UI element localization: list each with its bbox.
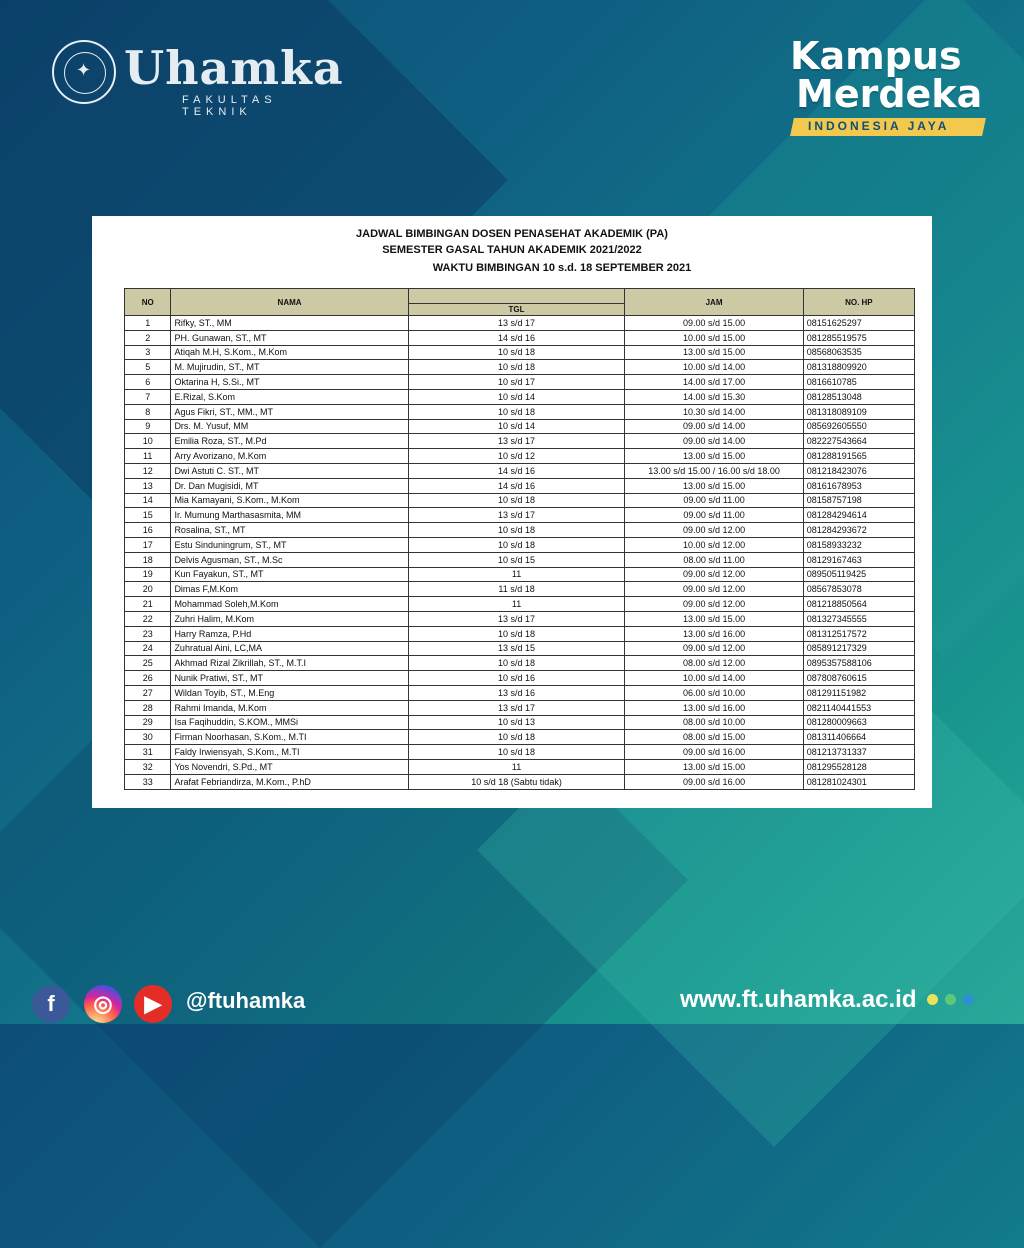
cell-nama: Zuhratual Aini, LC,MA: [171, 641, 408, 656]
cell-jam: 08.00 s/d 11.00: [625, 552, 803, 567]
table-row: [125, 685, 915, 700]
cell-hp: 081318089109: [803, 404, 914, 419]
table-row: [125, 597, 915, 612]
km-line1: Kampus: [790, 34, 962, 78]
cell-tgl: 13 s/d 15: [408, 641, 625, 656]
cell-tgl: 14 s/d 16: [408, 463, 625, 478]
cell-nama: Atiqah M.H, S.Kom., M.Kom: [171, 345, 408, 360]
table-row: [125, 389, 915, 404]
table-row: [125, 523, 915, 538]
cell-jam: 09.00 s/d 12.00: [625, 597, 803, 612]
cell-jam: 09.00 s/d 15.00: [625, 316, 803, 331]
cell-hp: 081295528128: [803, 759, 914, 774]
cell-jam: 09.00 s/d 12.00: [625, 567, 803, 582]
cell-no: 30: [125, 730, 171, 745]
header-tgl-top: [408, 289, 625, 304]
doc-title: JADWAL BIMBINGAN DOSEN PENASEHAT AKADEMIK (PA): [356, 228, 668, 240]
cell-hp: 089505119425: [803, 567, 914, 582]
cell-jam: 09.00 s/d 14.00: [625, 434, 803, 449]
cell-jam: 09.00 s/d 16.00: [625, 774, 803, 789]
cell-jam: 08.00 s/d 12.00: [625, 656, 803, 671]
cell-no: 26: [125, 671, 171, 686]
cell-no: 32: [125, 759, 171, 774]
cell-hp: 08567853078: [803, 582, 914, 597]
cell-hp: 082227543664: [803, 434, 914, 449]
cell-jam: 10.00 s/d 14.00: [625, 671, 803, 686]
table-row: [125, 700, 915, 715]
cell-nama: Mia Kamayani, S.Kom., M.Kom: [171, 493, 408, 508]
cell-hp: 08161678953: [803, 478, 914, 493]
cell-tgl: 10 s/d 18: [408, 656, 625, 671]
cell-hp: 081327345555: [803, 611, 914, 626]
cell-no: 9: [125, 419, 171, 434]
cell-no: 5: [125, 360, 171, 375]
table-row: [125, 493, 915, 508]
uhamka-logo: [52, 40, 352, 118]
cell-nama: E.Rizal, S.Kom: [171, 389, 408, 404]
cell-hp: 081284293672: [803, 523, 914, 538]
cell-nama: Rosalina, ST., MT: [171, 523, 408, 538]
brand-subtitle: FAKULTAS TEKNIK: [182, 94, 277, 118]
cell-jam: 09.00 s/d 16.00: [625, 745, 803, 760]
cell-hp: 0821140441553: [803, 700, 914, 715]
cell-no: 19: [125, 567, 171, 582]
km-ribbon-text: INDONESIA JAYA: [808, 119, 950, 133]
doc-period: WAKTU BIMBINGAN 10 s.d. 18 SEPTEMBER 2021: [432, 262, 692, 274]
cell-hp: 08128513048: [803, 389, 914, 404]
cell-no: 15: [125, 508, 171, 523]
header-jam: JAM: [625, 289, 803, 316]
cell-tgl: 10 s/d 15: [408, 552, 625, 567]
header-no: NO: [125, 289, 171, 316]
cell-no: 33: [125, 774, 171, 789]
table-row: [125, 582, 915, 597]
cell-nama: Estu Sinduningrum, ST., MT: [171, 537, 408, 552]
table-row: [125, 463, 915, 478]
table-row: [125, 611, 915, 626]
cell-jam: 13.00 s/d 15.00: [625, 759, 803, 774]
table-row: [125, 567, 915, 582]
cell-no: 6: [125, 375, 171, 390]
doc-subtitle: SEMESTER GASAL TAHUN AKADEMIK 2021/2022: [382, 244, 642, 256]
cell-tgl: 10 s/d 18: [408, 626, 625, 641]
cell-nama: M. Mujirudin, ST., MT: [171, 360, 408, 375]
header-hp: NO. HP: [803, 289, 914, 316]
cell-hp: 081285519575: [803, 330, 914, 345]
cell-hp: 081218423076: [803, 463, 914, 478]
table-row: [125, 345, 915, 360]
cell-tgl: 10 s/d 16: [408, 671, 625, 686]
cell-hp: 08158757198: [803, 493, 914, 508]
table-row: [125, 537, 915, 552]
cell-jam: 09.00 s/d 14.00: [625, 419, 803, 434]
header-tgl: TGL: [408, 304, 625, 316]
table-row: [125, 730, 915, 745]
cell-tgl: 10 s/d 12: [408, 449, 625, 464]
cell-hp: 081213731337: [803, 745, 914, 760]
cell-no: 18: [125, 552, 171, 567]
cell-tgl: 13 s/d 16: [408, 685, 625, 700]
cell-jam: 09.00 s/d 12.00: [625, 582, 803, 597]
table-row: [125, 641, 915, 656]
decor-dot-green: [945, 994, 956, 1005]
cell-no: 7: [125, 389, 171, 404]
cell-no: 8: [125, 404, 171, 419]
cell-jam: 13.00 s/d 15.00 / 16.00 s/d 18.00: [625, 463, 803, 478]
cell-jam: 09.00 s/d 12.00: [625, 641, 803, 656]
cell-tgl: 13 s/d 17: [408, 611, 625, 626]
brand-name: Uhamka: [124, 41, 344, 95]
cell-no: 31: [125, 745, 171, 760]
cell-hp: 081291151982: [803, 685, 914, 700]
table-row: [125, 375, 915, 390]
cell-nama: Faldy Irwiensyah, S.Kom., M.TI: [171, 745, 408, 760]
table-row: [125, 434, 915, 449]
table-row: [125, 360, 915, 375]
social-handle[interactable]: @ftuhamka: [186, 988, 306, 1013]
cell-no: 3: [125, 345, 171, 360]
cell-hp: 0816610785: [803, 375, 914, 390]
cell-jam: 09.00 s/d 12.00: [625, 523, 803, 538]
cell-tgl: 13 s/d 17: [408, 508, 625, 523]
cell-hp: 0895357588106: [803, 656, 914, 671]
cell-nama: Dwi Astuti C. ST., MT: [171, 463, 408, 478]
cell-nama: Nunik Pratiwi, ST., MT: [171, 671, 408, 686]
cell-hp: 08158933232: [803, 537, 914, 552]
cell-nama: Yos Novendri, S.Pd., MT: [171, 759, 408, 774]
decor-dot-yellow: [927, 994, 938, 1005]
cell-jam: 10.30 s/d 14.00: [625, 404, 803, 419]
cell-tgl: 10 s/d 18: [408, 537, 625, 552]
cell-tgl: 10 s/d 18 (Sabtu tidak): [408, 774, 625, 789]
cell-tgl: 11 s/d 18: [408, 582, 625, 597]
table-row: [125, 449, 915, 464]
table-row: [125, 478, 915, 493]
cell-nama: Ir. Mumung Marthasasmita, MM: [171, 508, 408, 523]
cell-jam: 13.00 s/d 15.00: [625, 478, 803, 493]
cell-jam: 10.00 s/d 14.00: [625, 360, 803, 375]
cell-nama: Firman Noorhasan, S.Kom., M.TI: [171, 730, 408, 745]
table-body: [125, 316, 915, 790]
cell-hp: 081318809920: [803, 360, 914, 375]
instagram-icon[interactable]: ◎: [84, 985, 122, 1023]
cell-tgl: 10 s/d 18: [408, 360, 625, 375]
cell-jam: 14.00 s/d 17.00: [625, 375, 803, 390]
schedule-table: [124, 288, 915, 790]
cell-nama: Emilia Roza, ST., M.Pd: [171, 434, 408, 449]
cell-nama: Kun Fayakun, ST., MT: [171, 567, 408, 582]
cell-tgl: 10 s/d 13: [408, 715, 625, 730]
table-row: [125, 715, 915, 730]
cell-jam: 13.00 s/d 15.00: [625, 345, 803, 360]
cell-jam: 13.00 s/d 16.00: [625, 626, 803, 641]
cell-no: 23: [125, 626, 171, 641]
km-line2: Merdeka: [796, 72, 983, 116]
cell-tgl: 10 s/d 18: [408, 730, 625, 745]
table-row: [125, 759, 915, 774]
cell-nama: PH. Gunawan, ST., MT: [171, 330, 408, 345]
cell-tgl: 10 s/d 18: [408, 404, 625, 419]
cell-hp: 081311406664: [803, 730, 914, 745]
cell-hp: 085692605550: [803, 419, 914, 434]
cell-jam: 13.00 s/d 16.00: [625, 700, 803, 715]
cell-no: 28: [125, 700, 171, 715]
cell-tgl: 11: [408, 759, 625, 774]
cell-tgl: 10 s/d 18: [408, 523, 625, 538]
cell-no: 13: [125, 478, 171, 493]
cell-jam: 10.00 s/d 15.00: [625, 330, 803, 345]
cell-hp: 087808760615: [803, 671, 914, 686]
cell-hp: 081312517572: [803, 626, 914, 641]
cell-nama: Arry Avorizano, M.Kom: [171, 449, 408, 464]
cell-tgl: 10 s/d 18: [408, 345, 625, 360]
cell-tgl: 11: [408, 597, 625, 612]
cell-no: 17: [125, 537, 171, 552]
table-row: [125, 508, 915, 523]
cell-no: 21: [125, 597, 171, 612]
cell-hp: 081280009663: [803, 715, 914, 730]
cell-nama: Agus Fikri, ST., MM., MT: [171, 404, 408, 419]
cell-no: 14: [125, 493, 171, 508]
cell-nama: Arafat Febriandirza, M.Kom., P.hD: [171, 774, 408, 789]
cell-jam: 08.00 s/d 15.00: [625, 730, 803, 745]
cell-hp: 081288191565: [803, 449, 914, 464]
website-link[interactable]: www.ft.uhamka.ac.id: [680, 986, 917, 1013]
cell-jam: 08.00 s/d 10.00: [625, 715, 803, 730]
cell-no: 20: [125, 582, 171, 597]
cell-tgl: 14 s/d 16: [408, 478, 625, 493]
cell-no: 2: [125, 330, 171, 345]
cell-tgl: 10 s/d 18: [408, 493, 625, 508]
facebook-icon[interactable]: f: [32, 985, 70, 1023]
cell-tgl: 10 s/d 18: [408, 745, 625, 760]
cell-hp: 08129167463: [803, 552, 914, 567]
cell-jam: 10.00 s/d 12.00: [625, 537, 803, 552]
cell-jam: 13.00 s/d 15.00: [625, 611, 803, 626]
cell-hp: 081284294614: [803, 508, 914, 523]
cell-nama: Rahmi Imanda, M.Kom: [171, 700, 408, 715]
cell-tgl: 13 s/d 17: [408, 316, 625, 331]
cell-nama: Akhmad Rizal Zikrillah, ST., M.T.I: [171, 656, 408, 671]
footer: [0, 968, 1024, 1024]
cell-nama: Rifky, ST., MM: [171, 316, 408, 331]
table-row: [125, 745, 915, 760]
cell-no: 16: [125, 523, 171, 538]
table-row: [125, 671, 915, 686]
cell-hp: 085891217329: [803, 641, 914, 656]
cell-nama: Dr. Dan Mugisidi, MT: [171, 478, 408, 493]
cell-jam: 14.00 s/d 15.30: [625, 389, 803, 404]
cell-jam: 09.00 s/d 11.00: [625, 508, 803, 523]
cell-no: 29: [125, 715, 171, 730]
cell-nama: Mohammad Soleh,M.Kom: [171, 597, 408, 612]
cell-hp: 081281024301: [803, 774, 914, 789]
cell-nama: Isa Faqihuddin, S.KOM., MMSi: [171, 715, 408, 730]
cell-no: 11: [125, 449, 171, 464]
cell-no: 22: [125, 611, 171, 626]
cell-no: 10: [125, 434, 171, 449]
table-row: [125, 404, 915, 419]
table-row: [125, 656, 915, 671]
cell-nama: Zuhri Halim, M.Kom: [171, 611, 408, 626]
cell-no: 24: [125, 641, 171, 656]
cell-nama: Harry Ramza, P.Hd: [171, 626, 408, 641]
cell-no: 27: [125, 685, 171, 700]
cell-jam: 09.00 s/d 11.00: [625, 493, 803, 508]
cell-tgl: 11: [408, 567, 625, 582]
cell-tgl: 13 s/d 17: [408, 434, 625, 449]
cell-tgl: 10 s/d 14: [408, 389, 625, 404]
cell-jam: 13.00 s/d 15.00: [625, 449, 803, 464]
kampus-merdeka-logo: [790, 36, 990, 146]
table-row: [125, 552, 915, 567]
cell-no: 12: [125, 463, 171, 478]
cell-nama: Delvis Agusman, ST., M.Sc: [171, 552, 408, 567]
cell-nama: Oktarina H, S.Si., MT: [171, 375, 408, 390]
youtube-icon[interactable]: ▶: [134, 985, 172, 1023]
table-row: [125, 774, 915, 789]
university-seal-icon: ✦: [52, 40, 116, 104]
cell-tgl: 10 s/d 17: [408, 375, 625, 390]
cell-no: 25: [125, 656, 171, 671]
schedule-document: [92, 216, 932, 808]
cell-hp: 08568063535: [803, 345, 914, 360]
cell-nama: Drs. M. Yusuf, MM: [171, 419, 408, 434]
cell-nama: Wildan Toyib, ST., M.Eng: [171, 685, 408, 700]
cell-jam: 06.00 s/d 10.00: [625, 685, 803, 700]
decor-dot-blue: [963, 994, 974, 1005]
table-row: [125, 419, 915, 434]
cell-tgl: 10 s/d 14: [408, 419, 625, 434]
cell-tgl: 14 s/d 16: [408, 330, 625, 345]
cell-hp: 081218850564: [803, 597, 914, 612]
table-row: [125, 626, 915, 641]
cell-tgl: 13 s/d 17: [408, 700, 625, 715]
cell-no: 1: [125, 316, 171, 331]
table-row: [125, 316, 915, 331]
cell-hp: 08151625297: [803, 316, 914, 331]
cell-nama: Dimas F,M.Kom: [171, 582, 408, 597]
table-row: [125, 330, 915, 345]
header-nama: NAMA: [171, 289, 408, 316]
